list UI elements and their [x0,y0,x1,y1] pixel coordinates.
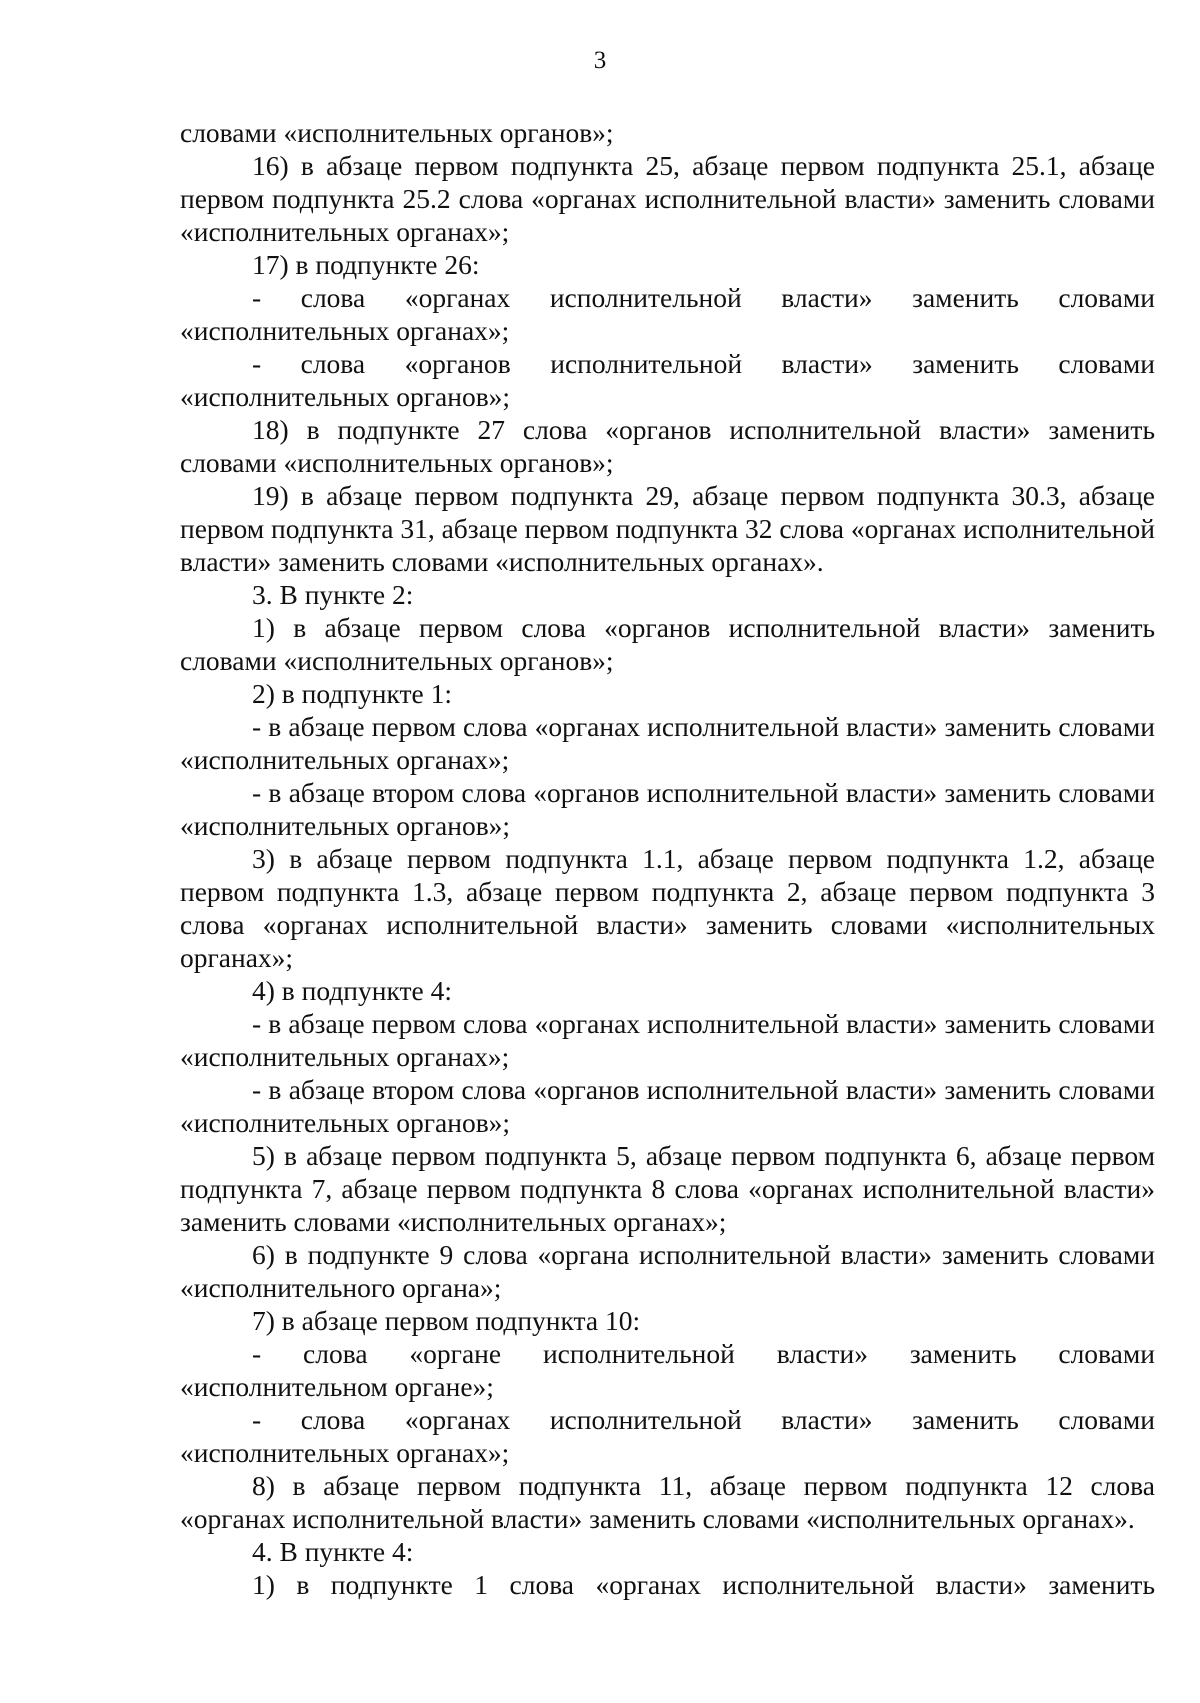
paragraph: - слова «органах исполнительной власти» заменить словами «исполнительных органах»; [180,282,1155,346]
paragraph: 18) в подпункте 27 слова «органов исполнительной власти» заменить словами «исполнительных органов»; [180,414,1155,478]
paragraph: 1) в подпункте 1 слова «органах исполнительной власти» заменить [252,1569,1155,1600]
paragraph: 2) в подпункте 1: [252,678,452,709]
paragraph: 3) в абзаце первом подпункта 1.1, абзаце первом подпункта 1.2, абзаце первом подпункта 1.3, абзаце первом подпункта 2, абзаце первом подпункта 3 слова «органах исполнительной власти» заменить словами «исполнительных органах»; [180,843,1155,973]
paragraph: - слова «органах исполнительной власти» заменить словами «исполнительных органах»; [180,1404,1155,1468]
paragraph: - в абзаце первом слова «органах исполнительной власти» заменить словами «исполнительных органах»; [180,1008,1155,1072]
paragraph: - в абзаце втором слова «органов исполнительной власти» заменить словами «исполнительных органов»; [180,777,1155,841]
document-body [180,116,1155,1601]
paragraph: - в абзаце втором слова «органов исполнительной власти» заменить словами «исполнительных органов»; [180,1074,1155,1138]
paragraph: 6) в подпункте 9 слова «органа исполнительной власти» заменить словами «исполнительного органа»; [180,1239,1155,1303]
paragraph: 4. В пункте 4: [252,1536,414,1567]
paragraph: 16) в абзаце первом подпункта 25, абзаце первом подпункта 25.1, абзаце первом подпункта 25.2 слова «органах исполнительной власти» заменить словами «исполнительных органах»; [180,150,1155,247]
paragraph: 17) в подпункте 26: [252,249,480,280]
paragraph: - слова «органе исполнительной власти» заменить словами «исполнительном органе»; [180,1338,1155,1402]
paragraph: - в абзаце первом слова «органах исполнительной власти» заменить словами «исполнительных органах»; [180,711,1155,775]
paragraph: 3. В пункте 2: [252,579,414,610]
paragraph: 4) в подпункте 4: [252,975,452,1006]
page-number: 3 [593,47,607,74]
paragraph: 7) в абзаце первом подпункта 10: [252,1305,641,1336]
paragraph: 8) в абзаце первом подпункта 11, абзаце первом подпункта 12 слова «органах исполнительной власти» заменить словами «исполнительных органах». [180,1470,1155,1534]
paragraph: - слова «органов исполнительной власти» заменить словами «исполнительных органов»; [180,348,1155,412]
paragraph: 19) в абзаце первом подпункта 29, абзаце первом подпункта 30.3, абзаце первом подпункта 31, абзаце первом подпункта 32 слова «органах исполнительной власти» заменить словами «исполнительных органах». [180,480,1155,577]
paragraph: 5) в абзаце первом подпункта 5, абзаце первом подпункта 6, абзаце первом подпункта 7, абзаце первом подпункта 8 слова «органах исполнительной власти» заменить словами «исполнительных органах»; [180,1140,1155,1237]
paragraph: словами «исполнительных органов»; [180,117,614,148]
paragraph: 1) в абзаце первом слова «органов исполнительной власти» заменить словами «исполнительных органов»; [180,612,1155,676]
